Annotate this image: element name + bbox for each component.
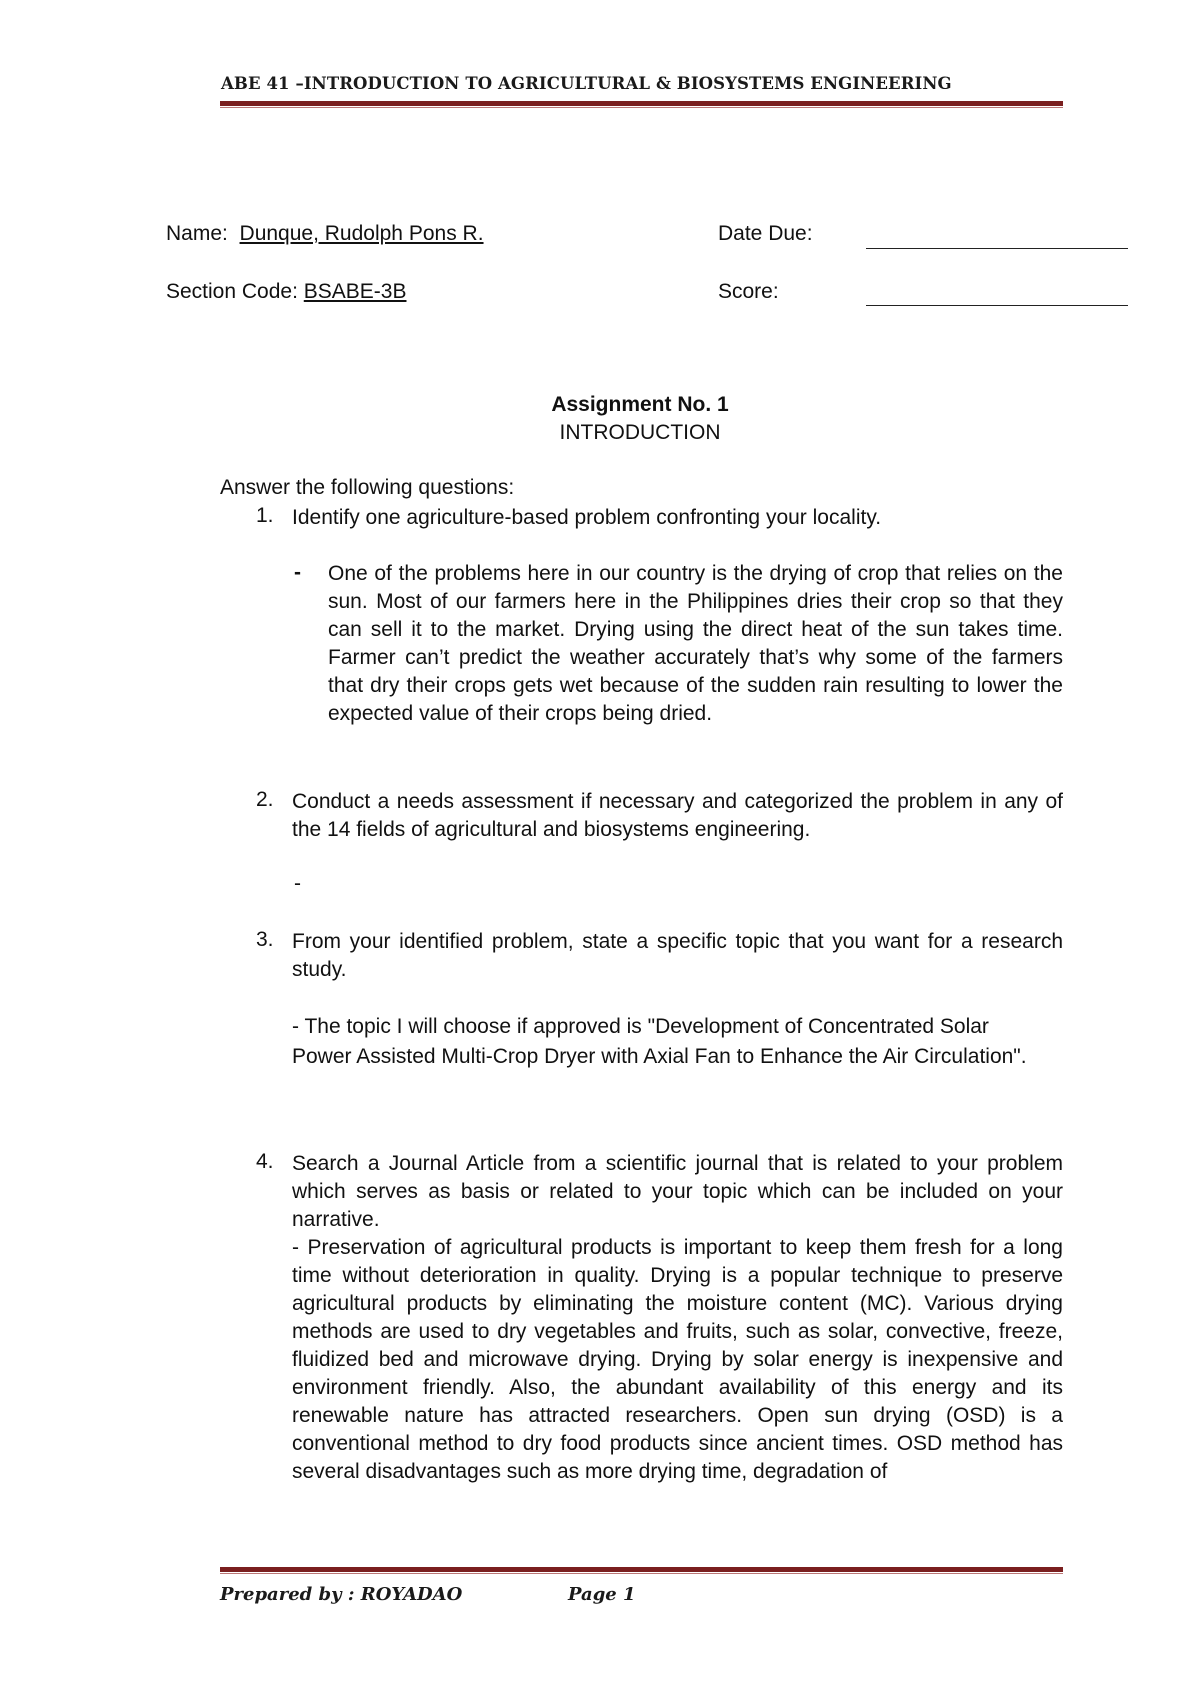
score-label: Score: (718, 280, 779, 303)
footer-page-number: Page 1 (568, 1584, 636, 1605)
question-2-number: 2. (256, 788, 274, 811)
date-due-label: Date Due: (718, 222, 813, 245)
footer-prepared-by: Prepared by : ROYADAO (220, 1584, 463, 1605)
question-4-text: Search a Journal Article from a scientific journal that is related to your problem which serves as basis or related to your topic which can be included on your narrative. (292, 1152, 1063, 1231)
name-label: Name: (166, 222, 228, 245)
question-3-text: From your identified problem, state a specific topic that you want for a research study. (292, 930, 1063, 981)
score-blank (866, 305, 1128, 306)
section-row (166, 280, 406, 304)
answer-2-text: - (294, 872, 301, 895)
question-2-text: Conduct a needs assessment if necessary and categorized the problem in any of the 14 fields of agricultural and biosystems engineering. (292, 790, 1063, 841)
header-rule-thin (220, 107, 1063, 108)
section-value: BSABE-3B (303, 280, 407, 303)
question-1-text: Identify one agriculture-based problem confronting your locality. (292, 506, 882, 529)
assignment-subtitle: INTRODUCTION (559, 421, 721, 444)
document-header-title: ABE 41 –INTRODUCTION TO AGRICULTURAL & BIOSYSTEMS ENGINEERING (221, 74, 952, 93)
assignment-title: Assignment No. 1 (551, 393, 729, 416)
footer-rule-thin (220, 1573, 1063, 1574)
header-rule (220, 101, 1063, 106)
answer-3-text: - The topic I will choose if approved is "Development of Concentrated Solar Power Assisted Multi-Crop Dryer with Axial Fan to Enhance the Air Circulation". (292, 1015, 1027, 1068)
answer-4-text: - Preservation of agricultural products is important to keep them fresh for a long time without deterioration in quality. Drying is a popular technique to preserve agricultural products by eliminating the moisture content (MC). Various drying methods are used to dry vegetables and fruits, such as solar, convective, freeze, fluidized bed and microwave drying. Drying by solar energy is inexpensive and environment friendly. Also, the abundant availability of this energy and its renewable nature has attracted researchers. Open sun drying (OSD) is a conventional method to dry food products since ancient times. OSD method has several disadvantages such as more drying time, degradation of (292, 1236, 1063, 1483)
question-1-number: 1. (256, 504, 274, 527)
answer-1-text: One of the problems here in our country is the drying of crop that relies on the sun. Most of our farmers here in the Philippines dries their crop so that they can sell it to the market. Drying using the direct heat of the sun takes time. Farmer can’t predict the weather accurately that’s why some of the farmers that dry their crops gets wet because of the sudden rain resulting to lower the expected value of their crops being dried. (328, 562, 1063, 725)
instructions: Answer the following questions: (220, 476, 515, 499)
section-label: Section Code: (166, 280, 298, 303)
date-due-blank (866, 248, 1128, 249)
footer-rule (220, 1567, 1063, 1572)
question-3-number: 3. (256, 928, 274, 951)
answer-1-marker: - (294, 561, 301, 584)
name-value: Dunque, Rudolph Pons R. (239, 222, 484, 245)
name-row (166, 222, 484, 246)
question-4-number: 4. (256, 1150, 274, 1173)
